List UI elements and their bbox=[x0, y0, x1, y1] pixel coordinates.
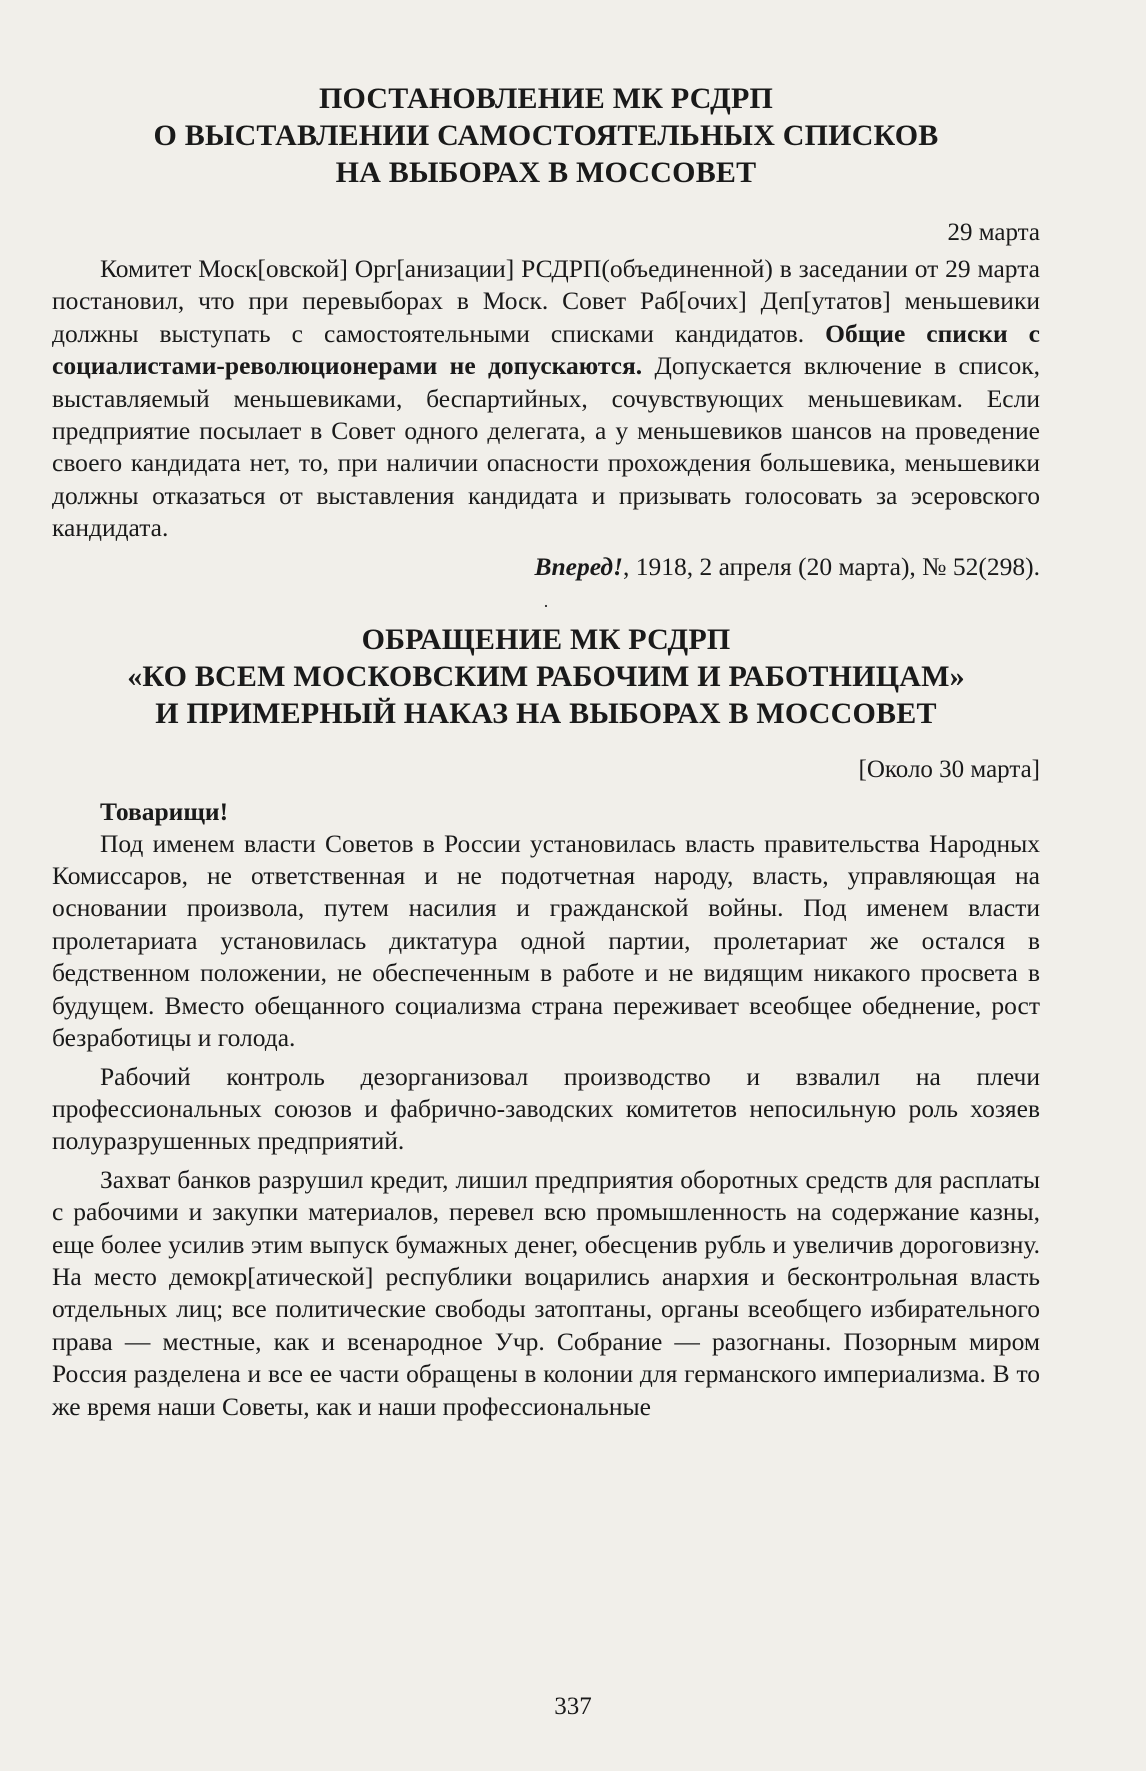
section1-title bbox=[52, 80, 1040, 191]
document-page bbox=[52, 80, 1040, 1423]
section2-title bbox=[52, 621, 1040, 732]
section2-title-line: И ПРИМЕРНЫЙ НАКАЗ НА ВЫБОРАХ В МОССОВЕТ bbox=[155, 696, 937, 730]
section1-title-line: НА ВЫБОРАХ В МОССОВЕТ bbox=[335, 156, 757, 189]
section2-date: [Около 30 марта] bbox=[858, 755, 1040, 783]
section1-paragraph-text-2: Допускается включение в список, выставляемый меньшевиками, беспартийных, сочувствующих меньшевикам. Если предприятие посылает в Совет одного делегата, а у меньшевиков шансов на проведение своего кандидата нет, то, при наличии опасности прохождения большевика, меньшевики должны отказаться от выставления кандидата и призывать голосовать за эсеровского кандидата. bbox=[52, 351, 1040, 543]
section1-paragraph-bold: Общие списки с социалистами-революционерами не допускаются. bbox=[52, 318, 1040, 381]
page-number: 337 bbox=[554, 1693, 592, 1720]
section2-paragraph-2: Рабочий контроль дезорганизовал производство и взвалил на плечи профессиональных союзов и фабрично-заводских комитетов непосильную роль хозяев полуразрушенных предприятий. bbox=[52, 1061, 1040, 1156]
section1-title-line: О ВЫСТАВЛЕНИИ САМОСТОЯТЕЛЬНЫХ СПИСКОВ bbox=[153, 119, 939, 152]
section1-paragraph-text-1: Комитет Моск[овской] Орг[анизации] РСДРП(объединенной) в заседании от 29 марта постановил, что при перевыборах в Моск. Совет Раб[очих] Деп[утатов] меньшевики должны выступать с самостоятельными списками кандидатов. bbox=[52, 254, 1040, 348]
section1-source bbox=[52, 551, 1040, 583]
section2-title-line: «КО ВСЕМ МОСКОВСКИМ РАБОЧИМ И РАБОТНИЦАМ» bbox=[127, 659, 965, 693]
source-details: , 1918, 2 апреля (20 марта), № 52(298). bbox=[622, 551, 1040, 581]
section1-paragraph bbox=[52, 253, 1040, 545]
section1-date: 29 марта bbox=[947, 219, 1040, 246]
section2-title-line: ОБРАЩЕНИЕ МК РСДРП bbox=[361, 622, 731, 656]
source-newspaper-title: Вперед! bbox=[534, 551, 623, 581]
section-separator: · bbox=[543, 595, 549, 616]
section2-paragraph-3: Захват банков разрушил кредит, лишил предприятия оборотных средств для расплаты с рабочими и закупки материалов, перевел всю промышленность на содержание казны, еще более усилив этим выпуск бумажных денег, обесценив рубль и увеличив дороговизну. На место демокр[атической] республики воцарились анархия и бесконтрольная власть отдельных лиц; все политические свободы затоптаны, органы всеобщего избирательного права — местные, как и всенародное Учр. Собрание — разогнаны. Позорным миром Россия разделена и все ее части обращены в колонии для германского империализма. В то же время наши Советы, как и наши профессиональные bbox=[52, 1164, 1040, 1421]
section2-paragraph-1: Под именем власти Советов в России установилась власть правительства Народных Комиссаров, не ответственная и не подотчетная народу, власть, управляющая на основании произвола, путем насилия и гражданской войны. Под именем власти пролетариата установилась диктатура одной партии, пролетариат же остался в бедственном положении, не обеспеченным в работе и не видящим никакого просвета в будущем. Вместо обещанного социализма страна переживает всеобщее обеднение, рост безработицы и голода. bbox=[52, 828, 1040, 1053]
section1-title-line: ПОСТАНОВЛЕНИЕ МК РСДРП bbox=[318, 82, 774, 115]
salutation: Товарищи! bbox=[100, 796, 229, 826]
